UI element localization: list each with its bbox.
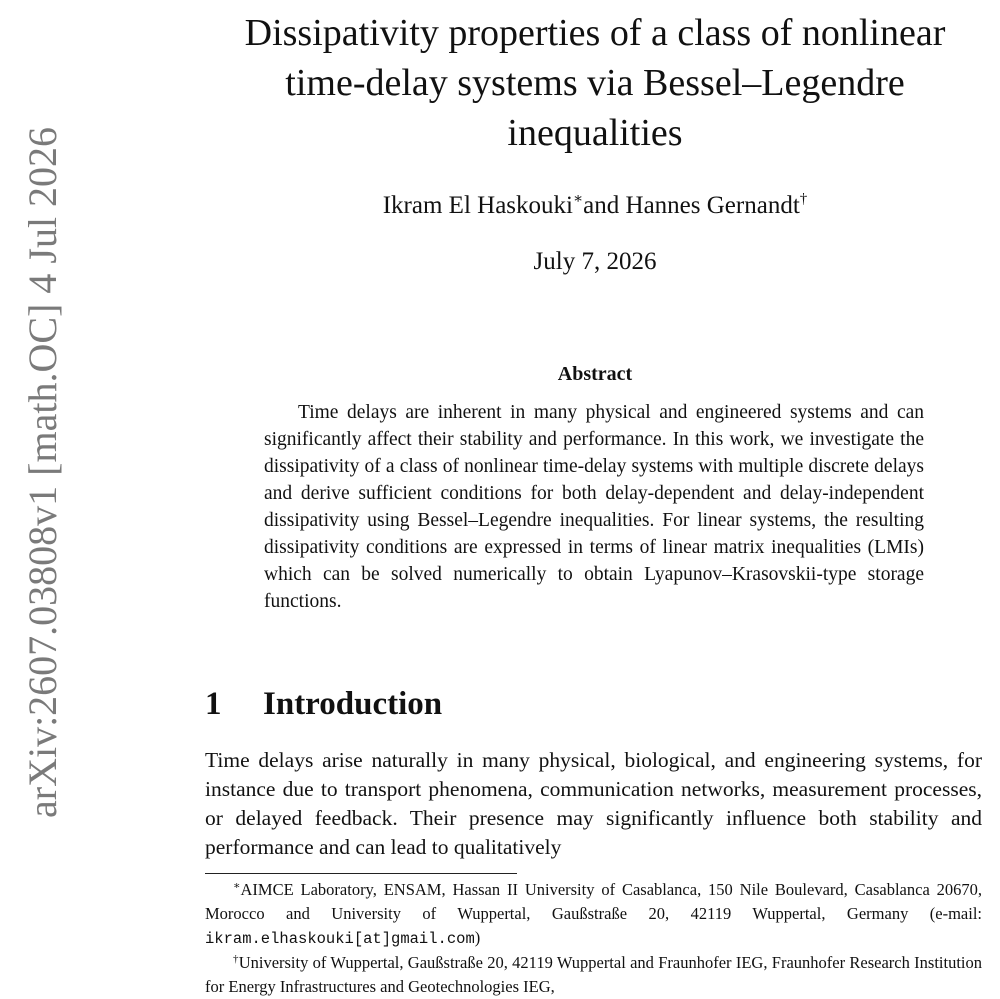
arxiv-identifier-stamp: arXiv:2607.03808v1 [math.OC] 4 Jul 2026 [20,126,65,818]
author-line [200,190,990,222]
footnote-affiliation-2 [205,951,982,999]
footnote-text: ) [474,928,481,947]
section-number: 1 [205,686,222,722]
section-heading [205,682,990,726]
abstract-text: Time delays are inherent in many physical and engineered systems and can significantly affect their stability and performance. In this work, we investigate the dissipativity of a class of nonlinear time-delay systems with multiple discrete delays and derive sufficient conditions for both delay-dependent and delay-independent dissipativity using Bessel–Legendre inequalities. For linear systems, the resulting dissipativity conditions are expressed in terms of linear matrix inequalities (LMIs) which can be solved numerically to obtain Lyapunov–Krasovskii-type storage functions. [264,402,924,612]
footnote-divider [205,873,517,874]
footnote-affiliation-1 [205,878,982,951]
author-name: and Hannes Gernandt [583,192,800,219]
section-title: Introduction [263,686,443,722]
footnote-text: AIMCE Laboratory, ENSAM, Hassan II University of Casablanca, 150 Nile Boulevard, Casablanca 20670, Morocco and University of Wuppertal, Gaußstraße 20, 42119 Wuppertal, Germany (e-mail: [205,880,982,923]
footnotes [205,878,982,999]
footnote-text: University of Wuppertal, Gaußstraße 20, 42119 Wuppertal and Fraunhofer IEG, Fraunhofer Research Institution for Energy Infrastructures and Geotechnologies IEG, [205,953,982,996]
footnote-marker: ∗ [572,191,584,207]
footnote-marker: † [233,953,239,965]
introduction-paragraph: Time delays arise naturally in many physical, biological, and engineering systems, for instance due to transport phenomena, communication networks, measurement processes, or delayed feedback. Their presence may significantly influence both stability and performance and can lead to qualitatively [205,748,982,859]
paper-title: Dissipativity properties of a class of nonlinear time-delay systems via Bessel–Legendre inequalities [244,12,946,154]
footnote-marker: ∗ [233,880,241,892]
footnote-marker: † [799,191,808,207]
author-name: Ikram El Haskouki [382,192,573,219]
paper-date: July 7, 2026 [533,248,657,275]
email-address: ikram.elhaskouki[at]gmail.com [205,930,475,948]
abstract-heading: Abstract [557,363,633,385]
